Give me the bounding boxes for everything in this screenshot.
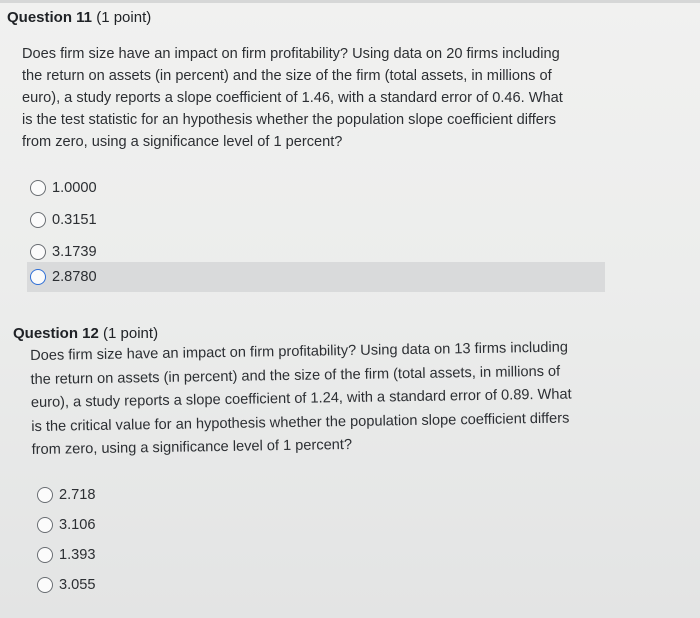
question-12-line: Does firm size have an impact on firm profitability? Using data on 13 firms including [30,339,569,364]
question-12-line: euro), a study reports a slope coefficient of 1.24, with a standard error of 0.89. What [30,386,572,411]
question-11-line: is the test statistic for an hypothesis whether the population slope coefficient differs [22,112,557,128]
question-11-points: (1 point) [96,9,152,26]
q11-option-2[interactable] [27,206,605,234]
q12-option-4-label: 3.055 [59,577,96,593]
q11-option-1-label: 1.0000 [52,180,97,196]
radio-button[interactable] [37,547,53,563]
question-12-text [30,337,573,463]
q11-option-4-label: 2.8780 [52,269,97,285]
question-11-line: Does firm size have an impact on firm profitability? Using data on 20 firms including [22,46,560,62]
radio-button[interactable] [37,517,53,533]
question-12-line: the return on assets (in percent) and the size of the firm (total assets, in millions of [30,363,561,388]
q11-option-3-label: 3.1739 [52,244,97,260]
radio-button[interactable] [30,180,46,196]
q12-option-2-label: 3.106 [59,517,96,533]
q11-option-1[interactable] [27,174,605,202]
q11-option-2-label: 0.3151 [52,212,97,228]
radio-button[interactable] [30,244,46,260]
q12-option-3-label: 1.393 [59,547,96,563]
question-12-title [13,325,158,342]
question-11-line: euro), a study reports a slope coefficient of 1.46, with a standard error of 0.46. What [22,90,563,106]
top-divider [0,0,700,3]
q12-option-2[interactable] [34,511,177,539]
question-12-line: is the critical value for an hypothesis whether the population slope coefficient differs [31,410,570,435]
question-12-points: (1 point) [103,325,159,342]
question-12-line: from zero, using a significance level of 1 percent? [31,436,353,458]
question-11-line: from zero, using a significance level of 1 percent? [22,134,343,150]
question-11-number: Question 11 [7,9,93,26]
radio-button[interactable] [30,212,46,228]
radio-button[interactable] [30,269,46,285]
question-11-line: the return on assets (in percent) and the size of the firm (total assets, in millions of [22,68,552,84]
q12-option-4[interactable] [34,571,177,599]
radio-button[interactable] [37,577,53,593]
question-11-title [7,9,151,26]
question-11-text [22,43,563,153]
q12-option-3[interactable] [34,541,177,569]
q12-option-1[interactable] [34,481,177,509]
q11-option-4[interactable] [27,262,605,292]
q12-option-1-label: 2.718 [59,487,96,503]
radio-button[interactable] [37,487,53,503]
question-12-number: Question 12 [13,325,99,342]
